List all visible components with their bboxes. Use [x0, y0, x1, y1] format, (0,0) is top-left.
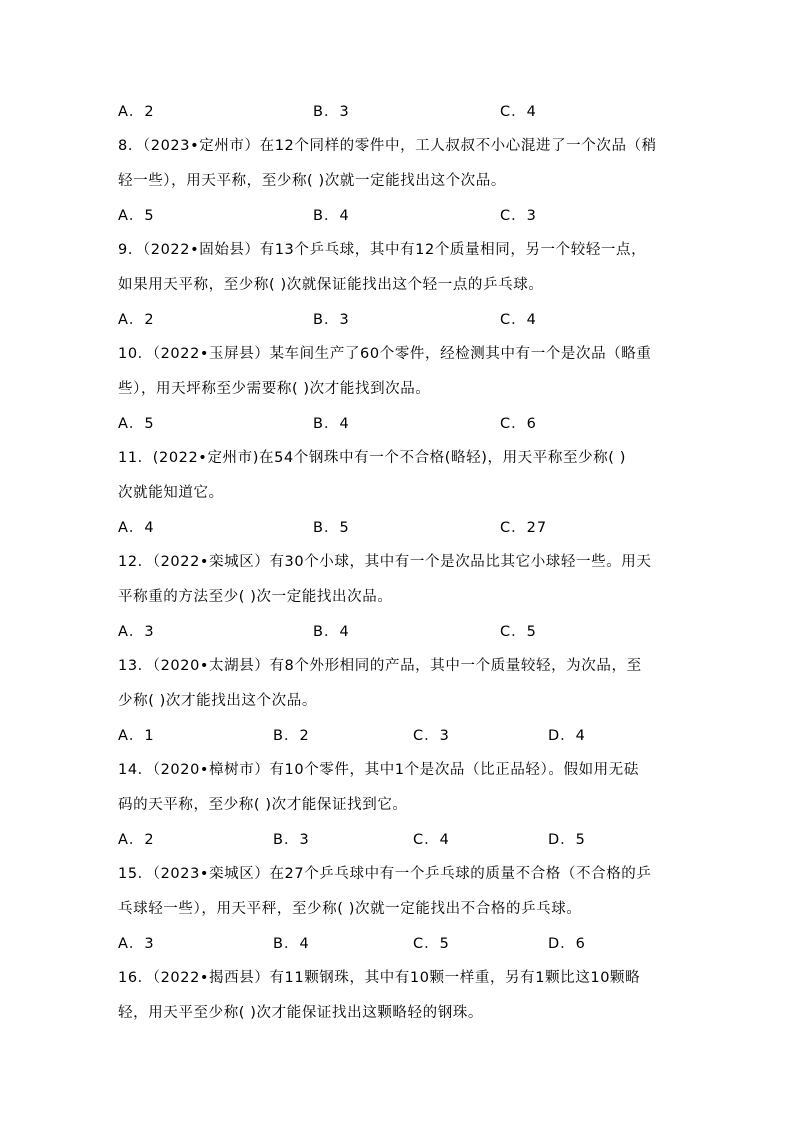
- q9-option-c[interactable]: C．4: [500, 312, 537, 328]
- q14-option-b[interactable]: B．3: [273, 832, 310, 848]
- q12-option-a[interactable]: A．3: [118, 624, 155, 640]
- q14-text-line2: 码的天平称，至少称( )次才能保证找到它。: [118, 797, 408, 813]
- q13-text-line2: 少称( )次才能找出这个次品。: [118, 693, 317, 709]
- q14-option-d[interactable]: D．5: [548, 832, 586, 848]
- q15-text-line1: 15．（2023•栾城区）在27个乒乓球中有一个乒乓球的质量不合格（不合格的乒: [118, 866, 652, 882]
- q9-option-a[interactable]: A．2: [118, 312, 155, 328]
- q14-text-line1: 14．（2020•樟树市）有10个零件，其中1个是次品（比正品轻）。假如用无砝: [118, 762, 639, 778]
- q10-option-c[interactable]: C．6: [500, 416, 537, 432]
- q15-option-a[interactable]: A．3: [118, 936, 155, 952]
- q14-options: [118, 830, 678, 850]
- q7-option-b[interactable]: B．3: [313, 104, 350, 120]
- q8-option-c[interactable]: C．3: [500, 208, 537, 224]
- q11-text-line1: 11．(2022•定州市)在54个钢珠中有一个不合格(略轻)，用天平称至少称( ): [118, 450, 627, 466]
- q10-option-a[interactable]: A．5: [118, 416, 155, 432]
- q12-options: [118, 622, 678, 642]
- q14-option-a[interactable]: A．2: [118, 832, 155, 848]
- q11-option-a[interactable]: A．4: [118, 520, 155, 536]
- q11-option-b[interactable]: B．5: [313, 520, 350, 536]
- q15-option-d[interactable]: D．6: [548, 936, 586, 952]
- q9-text-line2: 如果用天平称，至少称( )次就保证能找出这个轻一点的乒乓球。: [118, 277, 544, 293]
- q13-option-c[interactable]: C．3: [413, 728, 450, 744]
- q10-option-b[interactable]: B．4: [313, 416, 350, 432]
- q8-option-b[interactable]: B．4: [313, 208, 350, 224]
- q11-text-line2: 次就能知道它。: [118, 485, 224, 501]
- q13-options: [118, 726, 678, 746]
- q15-option-b[interactable]: B．4: [273, 936, 310, 952]
- q8-text-line1: 8．（2023•定州市）在12个同样的零件中，工人叔叔不小心混进了一个次品（稍: [118, 138, 657, 154]
- q8-option-a[interactable]: A．5: [118, 208, 155, 224]
- q13-text-line1: 13．（2020•太湖县）有8个外形相同的产品，其中一个质量较轻，为次品，至: [118, 658, 642, 674]
- q16-text-line2: 轻，用天平至少称( )次才能保证找出这颗略轻的钢珠。: [118, 1005, 484, 1021]
- q16-text-line1: 16．（2022•揭西县）有11颗钢珠，其中有10颗一样重，另有1颗比这10颗略: [118, 970, 641, 986]
- q15-text-line2: 乓球轻一些），用天平秤，至少称( )次就一定能找出不合格的乒乓球。: [118, 901, 582, 917]
- q10-options: [118, 414, 678, 434]
- q9-text-line1: 9．（2022•固始县）有13个乒乓球，其中有12个质量相同，另一个较轻一点，: [118, 242, 647, 258]
- q10-text-line2: 些），用天坪称至少需要称( )次才能找到次品。: [118, 381, 431, 397]
- q12-text-line2: 平称重的方法至少( )次一定能找出次品。: [118, 589, 393, 605]
- q9-options: [118, 310, 678, 330]
- q7-option-c[interactable]: C．4: [500, 104, 537, 120]
- q8-options: [118, 206, 678, 226]
- q11-options: [118, 518, 678, 538]
- q7-options: [118, 102, 678, 122]
- q13-option-a[interactable]: A．1: [118, 728, 155, 744]
- q7-option-a[interactable]: A．2: [118, 104, 155, 120]
- q15-options: [118, 934, 678, 954]
- q12-option-c[interactable]: C．5: [500, 624, 537, 640]
- q8-text-line2: 轻一些），用天平称，至少称( )次就一定能找出这个次品。: [118, 173, 506, 189]
- q14-option-c[interactable]: C．4: [413, 832, 450, 848]
- q12-option-b[interactable]: B．4: [313, 624, 350, 640]
- q13-option-d[interactable]: D．4: [548, 728, 586, 744]
- q15-option-c[interactable]: C．5: [413, 936, 450, 952]
- q10-text-line1: 10．（2022•玉屏县）某车间生产了60个零件，经检测其中有一个是次品（略重: [118, 346, 652, 362]
- q9-option-b[interactable]: B．3: [313, 312, 350, 328]
- q12-text-line1: 12．（2022•栾城区）有30个小球，其中有一个是次品比其它小球轻一些。用天: [118, 554, 652, 570]
- q13-option-b[interactable]: B．2: [273, 728, 310, 744]
- q11-option-c[interactable]: C．27: [500, 520, 548, 536]
